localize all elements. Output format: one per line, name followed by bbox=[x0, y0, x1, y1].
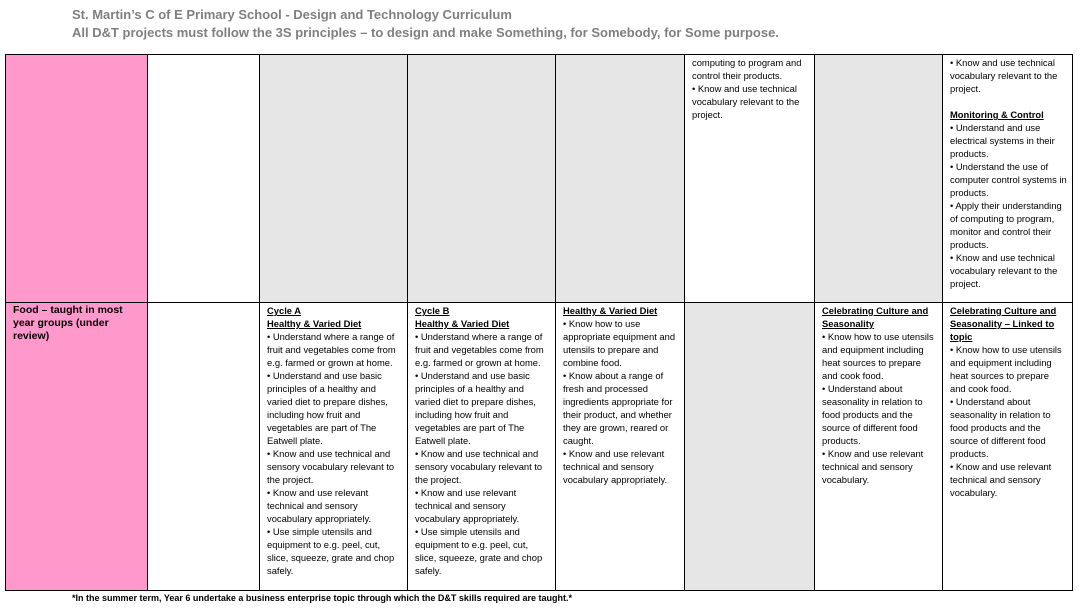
table-row bbox=[6, 303, 1073, 591]
list-item: • Know how to use appropriate equipment and utensils to prepare and combine food. bbox=[563, 317, 679, 369]
list-item: • Know and use technical vocabulary relevant to the project. bbox=[950, 251, 1067, 290]
shaded-cell bbox=[685, 303, 815, 591]
bullet-list bbox=[267, 330, 402, 577]
subject-label: Food – taught in most year groups (under review) bbox=[13, 304, 123, 342]
shaded-cell bbox=[260, 55, 408, 303]
list-item: • Understand and use basic principles of a healthy and varied diet to prepare dishes, including how fruit and vegetables are part of The Eatwell plate. bbox=[267, 369, 402, 447]
section-heading: Celebrating Culture and Seasonality bbox=[822, 305, 929, 329]
bullet-list bbox=[950, 343, 1067, 499]
subject-cell bbox=[6, 55, 148, 303]
list-item: • Know about a range of fresh and processed ingredients appropriate for their product, and whether they are grown, reared or caught. bbox=[563, 369, 679, 447]
section-heading: Healthy & Varied Diet bbox=[563, 305, 658, 316]
list-item: • Know and use technical and sensory vocabulary relevant to the project. bbox=[267, 447, 402, 486]
shaded-cell bbox=[815, 55, 943, 303]
list-item: • Know and use technical and sensory vocabulary relevant to the project. bbox=[415, 447, 550, 486]
list-item: • Know and use technical vocabulary relevant to the project. bbox=[950, 56, 1067, 95]
content-cell bbox=[408, 303, 556, 591]
list-item: • Know how to use utensils and equipment including heat sources to prepare and cook food. bbox=[950, 343, 1067, 395]
list-item: • Understand about seasonality in relation to food products and the source of different food products. bbox=[950, 395, 1067, 460]
page-title: St. Martin’s C of E Primary School - Design and Technology Curriculum bbox=[72, 7, 512, 22]
bullet-list bbox=[950, 56, 1067, 95]
list-item: • Know and use relevant technical and sensory vocabulary. bbox=[822, 447, 937, 486]
list-item: • Know how to use utensils and equipment including heat sources to prepare and cook food. bbox=[822, 330, 937, 382]
list-item: • Use simple utensils and equipment to e.g. peel, cut, slice, squeeze, grate and chop safely. bbox=[267, 525, 402, 577]
list-item: • Understand the use of computer control systems in products. bbox=[950, 160, 1067, 199]
bullet-list bbox=[692, 82, 809, 121]
bullet-list bbox=[950, 121, 1067, 290]
table-row bbox=[6, 55, 1073, 303]
content-cell bbox=[685, 55, 815, 303]
list-item: • Understand and use electrical systems in their products. bbox=[950, 121, 1067, 160]
content-cell bbox=[943, 55, 1073, 303]
content-cell bbox=[943, 303, 1073, 591]
list-item: • Understand where a range of fruit and vegetables come from e.g. farmed or grown at home. bbox=[267, 330, 402, 369]
content-cell bbox=[556, 303, 685, 591]
bullet-list bbox=[415, 330, 550, 577]
section-heading: Monitoring & Control bbox=[950, 109, 1044, 120]
content-cell bbox=[260, 303, 408, 591]
curriculum-table bbox=[5, 54, 1073, 591]
empty-cell bbox=[148, 303, 260, 591]
bullet-list bbox=[822, 330, 937, 486]
section-heading: Celebrating Culture and Seasonality – Linked to topic bbox=[950, 305, 1057, 342]
shaded-cell bbox=[408, 55, 556, 303]
text-line: computing to program and control their products. bbox=[692, 57, 802, 81]
list-item: • Use simple utensils and equipment to e.g. peel, cut, slice, squeeze, grate and chop safely. bbox=[415, 525, 550, 577]
list-item: • Know and use relevant technical and sensory vocabulary appropriately. bbox=[415, 486, 550, 525]
subject-cell bbox=[6, 303, 148, 591]
list-item: • Know and use relevant technical and sensory vocabulary appropriately. bbox=[563, 447, 679, 486]
list-item: • Understand about seasonality in relation to food products and the source of different food products. bbox=[822, 382, 937, 447]
cycle-label: Cycle A bbox=[267, 305, 302, 316]
cycle-label: Cycle B bbox=[415, 305, 450, 316]
list-item: • Apply their understanding of computing to program, monitor and control their products. bbox=[950, 199, 1067, 251]
list-item: • Know and use relevant technical and sensory vocabulary. bbox=[950, 460, 1067, 499]
section-heading: Healthy & Varied Diet bbox=[415, 318, 510, 329]
content-cell bbox=[815, 303, 943, 591]
section-heading: Healthy & Varied Diet bbox=[267, 318, 362, 329]
bullet-list bbox=[563, 317, 679, 486]
list-item: • Know and use technical vocabulary relevant to the project. bbox=[692, 82, 809, 121]
list-item: • Understand where a range of fruit and vegetables come from e.g. farmed or grown at home. bbox=[415, 330, 550, 369]
list-item: • Know and use relevant technical and sensory vocabulary appropriately. bbox=[267, 486, 402, 525]
empty-cell bbox=[148, 55, 260, 303]
list-item: • Understand and use basic principles of a healthy and varied diet to prepare dishes, including how fruit and vegetables are part of The Eatwell plate. bbox=[415, 369, 550, 447]
shaded-cell bbox=[556, 55, 685, 303]
page-subtitle: All D&T projects must follow the 3S principles – to design and make Something, for Somebody, for Some purpose. bbox=[72, 25, 779, 40]
footnote: *In the summer term, Year 6 undertake a business enterprise topic through which the D&T skills required are taught.* bbox=[72, 593, 572, 603]
